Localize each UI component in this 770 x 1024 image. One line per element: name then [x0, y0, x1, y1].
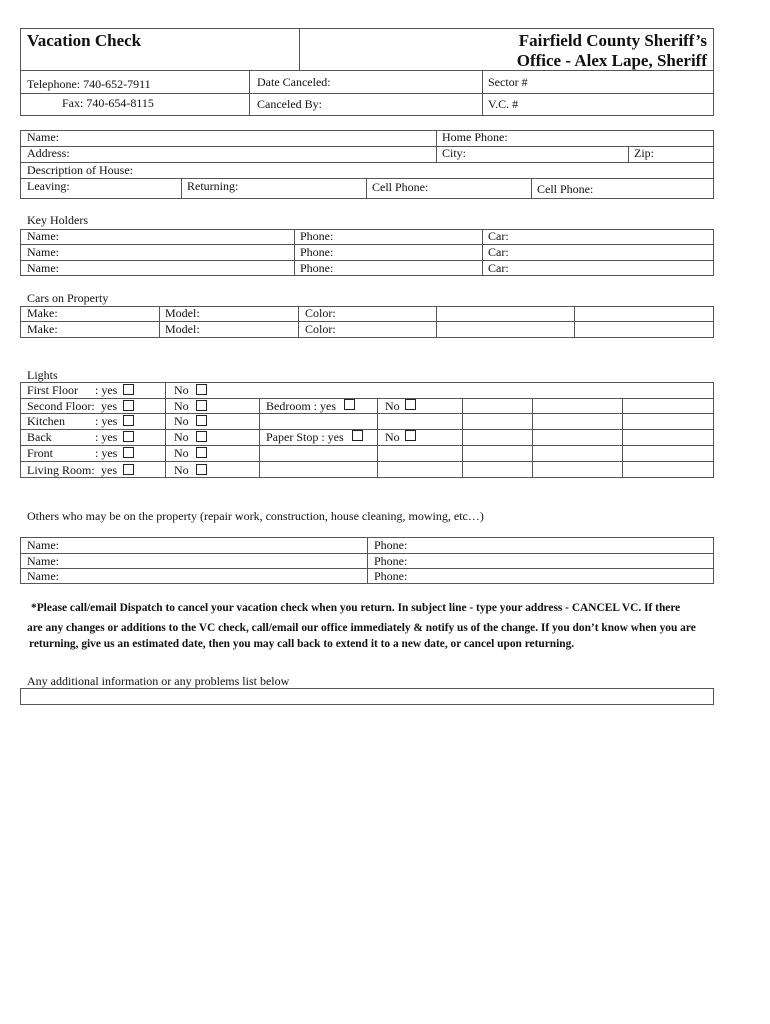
car-color[interactable]: Color: [305, 322, 336, 336]
date-canceled-field[interactable]: Date Canceled: [257, 75, 331, 89]
notice-line-1: *Please call/email Dispatch to cancel your vacation check when you return. In subject line - type your address - CANCEL VC. If there [31, 602, 681, 614]
divider [181, 178, 182, 199]
first-floor-no-checkbox[interactable] [196, 384, 207, 395]
additional-info-label: Any additional information or any problems list below [27, 674, 290, 688]
living-room-yes-checkbox[interactable] [123, 464, 134, 475]
divider [20, 321, 714, 322]
light-label-first-floor: First Floor [27, 383, 79, 397]
other-person-name[interactable]: Name: [27, 569, 59, 583]
key-holders-table [20, 229, 714, 276]
key-holder-phone[interactable]: Phone: [300, 229, 334, 243]
divider [159, 306, 160, 338]
divider [436, 306, 437, 338]
divider [574, 306, 575, 338]
key-holders-heading: Key Holders [27, 213, 88, 227]
paper-stop-no-label: No [385, 430, 400, 444]
paper-stop-yes-checkbox[interactable] [352, 430, 363, 441]
key-holder-car[interactable]: Car: [488, 229, 509, 243]
divider [482, 70, 483, 116]
bedroom-no-checkbox[interactable] [405, 399, 416, 410]
telephone-number: Telephone: 740-652-7911 [27, 77, 151, 91]
second-floor-yes-checkbox[interactable] [123, 400, 134, 411]
car-color[interactable]: Color: [305, 306, 336, 320]
notice-line-2: are any changes or additions to the VC check, call/email our office immediately & notify us of the change. If you don’t know when you are [27, 622, 696, 634]
light-no-label: No [174, 446, 189, 460]
light-yes-label: : yes [95, 383, 118, 397]
key-holder-phone[interactable]: Phone: [300, 261, 334, 275]
second-floor-no-checkbox[interactable] [196, 400, 207, 411]
light-label-front: Front [27, 446, 54, 460]
divider [628, 146, 629, 162]
light-label-kitchen: Kitchen [27, 414, 65, 428]
divider [622, 398, 623, 478]
notice-line-3: returning, give us an estimated date, then you may call back to extend it to a new date, or cancel upon returning. [29, 638, 575, 650]
sector-field[interactable]: Sector # [488, 75, 528, 89]
paper-stop-no-checkbox[interactable] [405, 430, 416, 441]
divider [20, 146, 714, 147]
divider [20, 260, 714, 261]
lights-heading: Lights [27, 368, 58, 382]
divider [367, 537, 368, 584]
cell-phone-field-2[interactable]: Cell Phone: [537, 182, 594, 196]
returning-field[interactable]: Returning: [187, 179, 239, 193]
divider [482, 229, 483, 276]
bedroom-yes-checkbox[interactable] [344, 399, 355, 410]
key-holder-name[interactable]: Name: [27, 229, 59, 243]
divider [299, 28, 300, 70]
other-person-name[interactable]: Name: [27, 554, 59, 568]
front-no-checkbox[interactable] [196, 447, 207, 458]
light-no-label: No [174, 463, 189, 477]
cars-table [20, 306, 714, 338]
others-heading: Others who may be on the property (repair work, construction, house cleaning, mowing, etc…) [27, 509, 484, 523]
light-yes-label: : yes [95, 446, 118, 460]
light-label-second-floor: Second Floor: [27, 399, 95, 413]
address-field[interactable]: Address: [27, 146, 70, 160]
divider [20, 93, 714, 94]
key-holder-phone[interactable]: Phone: [300, 245, 334, 259]
divider [298, 306, 299, 338]
cars-heading: Cars on Property [27, 291, 109, 305]
divider [20, 398, 714, 399]
zip-field[interactable]: Zip: [634, 146, 654, 160]
divider [462, 398, 463, 478]
light-no-label: No [174, 430, 189, 444]
key-holder-car[interactable]: Car: [488, 261, 509, 275]
divider [366, 178, 367, 199]
key-holder-car[interactable]: Car: [488, 245, 509, 259]
canceled-by-field[interactable]: Canceled By: [257, 97, 322, 111]
agency-name-line2: Office - Alex Lape, Sheriff [516, 51, 707, 70]
divider [531, 178, 532, 199]
form-title: Vacation Check [27, 31, 142, 50]
divider [20, 461, 714, 462]
fax-number: Fax: 740-654-8115 [62, 96, 154, 110]
divider [20, 413, 714, 414]
divider [377, 398, 378, 478]
home-phone-field[interactable]: Home Phone: [442, 130, 508, 144]
divider [20, 445, 714, 446]
bedroom-no-label: No [385, 399, 400, 413]
key-holder-name[interactable]: Name: [27, 245, 59, 259]
additional-info-field[interactable] [20, 688, 714, 705]
kitchen-no-checkbox[interactable] [196, 415, 207, 426]
bedroom-yes-label: Bedroom : yes [266, 399, 336, 413]
other-person-phone[interactable]: Phone: [374, 554, 408, 568]
paper-stop-yes-label: Paper Stop : yes [266, 430, 344, 444]
light-yes-label: yes [101, 399, 117, 413]
back-no-checkbox[interactable] [196, 431, 207, 442]
divider [294, 229, 295, 276]
divider [20, 178, 714, 179]
house-description-field[interactable]: Description of House: [27, 163, 133, 177]
cell-phone-field-1[interactable]: Cell Phone: [372, 180, 429, 194]
car-make[interactable]: Make: [27, 322, 58, 336]
divider [436, 130, 437, 162]
light-label-back: Back [27, 430, 52, 444]
divider [259, 398, 260, 478]
light-no-label: No [174, 399, 189, 413]
other-person-phone[interactable]: Phone: [374, 569, 408, 583]
divider [532, 398, 533, 478]
light-no-label: No [174, 383, 189, 397]
other-person-name[interactable]: Name: [27, 538, 59, 552]
front-yes-checkbox[interactable] [123, 447, 134, 458]
back-yes-checkbox[interactable] [123, 431, 134, 442]
divider [249, 70, 250, 116]
key-holder-name[interactable]: Name: [27, 261, 59, 275]
car-make[interactable]: Make: [27, 306, 58, 320]
other-person-phone[interactable]: Phone: [374, 538, 408, 552]
light-yes-label: yes [101, 463, 117, 477]
light-yes-label: : yes [95, 430, 118, 444]
light-yes-label: : yes [95, 414, 118, 428]
city-field[interactable]: City: [442, 146, 467, 160]
living-room-no-checkbox[interactable] [196, 464, 207, 475]
divider [165, 382, 166, 478]
agency-name-line1: Fairfield County Sheriff’s [518, 31, 707, 50]
light-no-label: No [174, 414, 189, 428]
vc-number-field[interactable]: V.C. # [488, 97, 519, 111]
kitchen-yes-checkbox[interactable] [123, 415, 134, 426]
car-model[interactable]: Model: [165, 306, 200, 320]
divider [20, 429, 714, 430]
light-label-living-room: Living Room: [27, 463, 95, 477]
divider [20, 244, 714, 245]
car-model[interactable]: Model: [165, 322, 200, 336]
resident-name-field[interactable]: Name: [27, 130, 59, 144]
first-floor-yes-checkbox[interactable] [123, 384, 134, 395]
leaving-field[interactable]: Leaving: [27, 179, 70, 193]
